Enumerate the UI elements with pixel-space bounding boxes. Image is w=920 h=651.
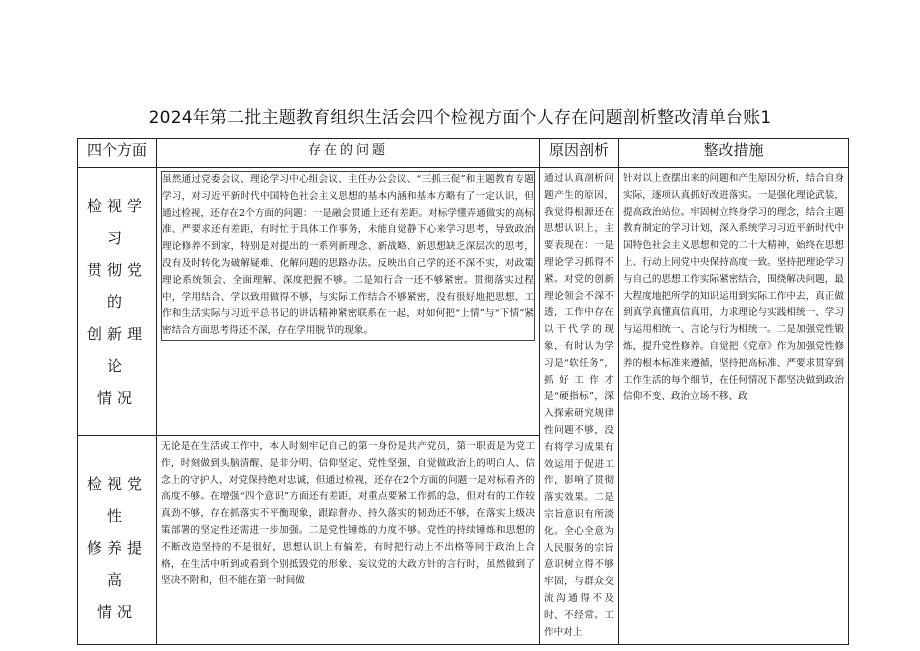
problem-cell — [157, 168, 540, 436]
aspect-line: 创新理论 — [86, 325, 147, 375]
aspect-cell — [78, 168, 157, 436]
aspect-line: 检视党性 — [86, 474, 147, 525]
aspect-cell — [78, 435, 157, 644]
header-causes: 原因剖析 — [540, 139, 619, 168]
causes-text: 通过认真剖析问题产生的原因，我觉得根源还在思想认识上，主要表现在：一是理论学习抓得不紧。对党的创新理论领会不深不透，工作中存在以干代学的现象，有时认为学习是“软任务”，抓好工作才是“硬指标”，深入探索研究规律性问题不够，没有将学习成果有效运用于促进工作，影响了贯彻落实效果。二是宗旨意识有所淡化。全心全意为人民服务的宗旨意识树立得不够牢固，与群众交流沟通得不及时、不经常。工作中对上 — [544, 173, 614, 638]
problem-text: 虽然通过党委会议、理论学习中心组会议、主任办公会议、“三抓三促”和主题教育专题学习，对习近平新时代中国特色社会主义思想的基本内涵和基本方略有了一定认识，但通过检视，还存在2个方面的问题：一是融会贯通上还有差距。对标学懂弄通做实的高标准、严要求还有差距，有时忙于具体工作事务，未能自觉静下心来学习思考，导致政治理论修养不到家，特别是对提出的一系列新理念、新战略、新思想缺乏深层次的思考，没有及时转化为破解疑难、化解问题的思路办法。反映出自己学的还不深不实，对政策理论系统领会、全面理解、深度把握不够。二是知行合一还不够紧密。贯彻落实过程中，学用结合、学以致用做得不够，与实际工作结合不够紧密，没有很好地把思想、工作和生活实际与习近平总书记的讲话精神紧密联系在一起，对如何把“上情”与“下情”紧密结合方面思考得还不深，存在学用脱节的现象。 — [161, 171, 535, 341]
problem-text: 无论是在生活或工作中，本人时刻牢记自己的第一身份是共产党员，第一职责是为党工作，时刻做到头脑清醒、是非分明、信仰坚定、党性坚强，自觉做政治上的明白人、信念上的守护人，对党保持绝对忠诚，但通过检视，还存在2个方面的问题一是对标看齐的高度不够。在增强“四个意识”方面还有差距，对重点要紧工作抓的急，但对有的工作较真劲不够，存在抓落实不平衡现象，跟踪督办、持久落实的韧劲还不够，在落实上级决策部署的坚定性还需进一步加强。二是党性锤炼的力度不够。党性的持续锤炼和思想的不断改造坚持的不是很好，思想认识上有偏差，有时把行动上不出格等同于政治上合格，在生活中听到或看到个别抵毁党的形象、妄议党的大政方针的言行时，虽然做到了坚决不附和，但不能在第一时间做 — [161, 440, 535, 587]
header-aspect: 四个方面 — [78, 139, 157, 168]
header-measures: 整改措施 — [619, 139, 849, 168]
aspect-line: 检视学习 — [86, 197, 147, 247]
measures-text: 针对以上查摆出来的问题和产生原因分析，结合自身实际，逐项认真抓好改进落实。一是强化理论武装，提高政治站位。牢固树立终身学习的理念，结合主题教育制定的学习计划，深入系统学习习近平新时代中国特色社会主义思想和党的二十大精神，始终在思想上、行动上同党中央保持高度一致。坚持把理论学习与自己的思想工作实际紧密结合，围绕解决问题，最大程度地把所学的知识运用到实际工作中去，真正做到真学真懂真信真用，力求理论与实践相统一、学习与运用相统一、言论与行为相统一。二是加强党性锻炼，提升党性修养。自觉把《党章》作为加强党性修养的根本标准来遵循，坚持把高标准、严要求贯穿到工作生活的每个细节，在任何情况下都坚决做到政治信仰不变、政治立场不移、政 — [623, 173, 844, 403]
rectification-table — [77, 138, 849, 645]
header-problems: 存在的问题 — [157, 139, 540, 168]
aspect-line: 修养提高 — [86, 538, 147, 589]
causes-cell — [540, 168, 619, 645]
page-title: 2024年第二批主题教育组织生活会四个检视方面个人存在问题剖析整改清单台账1 — [148, 108, 772, 128]
problem-cell — [157, 435, 540, 644]
aspect-line: 情况 — [96, 602, 137, 621]
table-row — [78, 168, 849, 436]
aspect-line: 贯彻党的 — [86, 261, 147, 311]
table-header-row — [78, 139, 849, 168]
aspect-line: 情况 — [96, 389, 137, 407]
measures-cell — [619, 168, 849, 645]
